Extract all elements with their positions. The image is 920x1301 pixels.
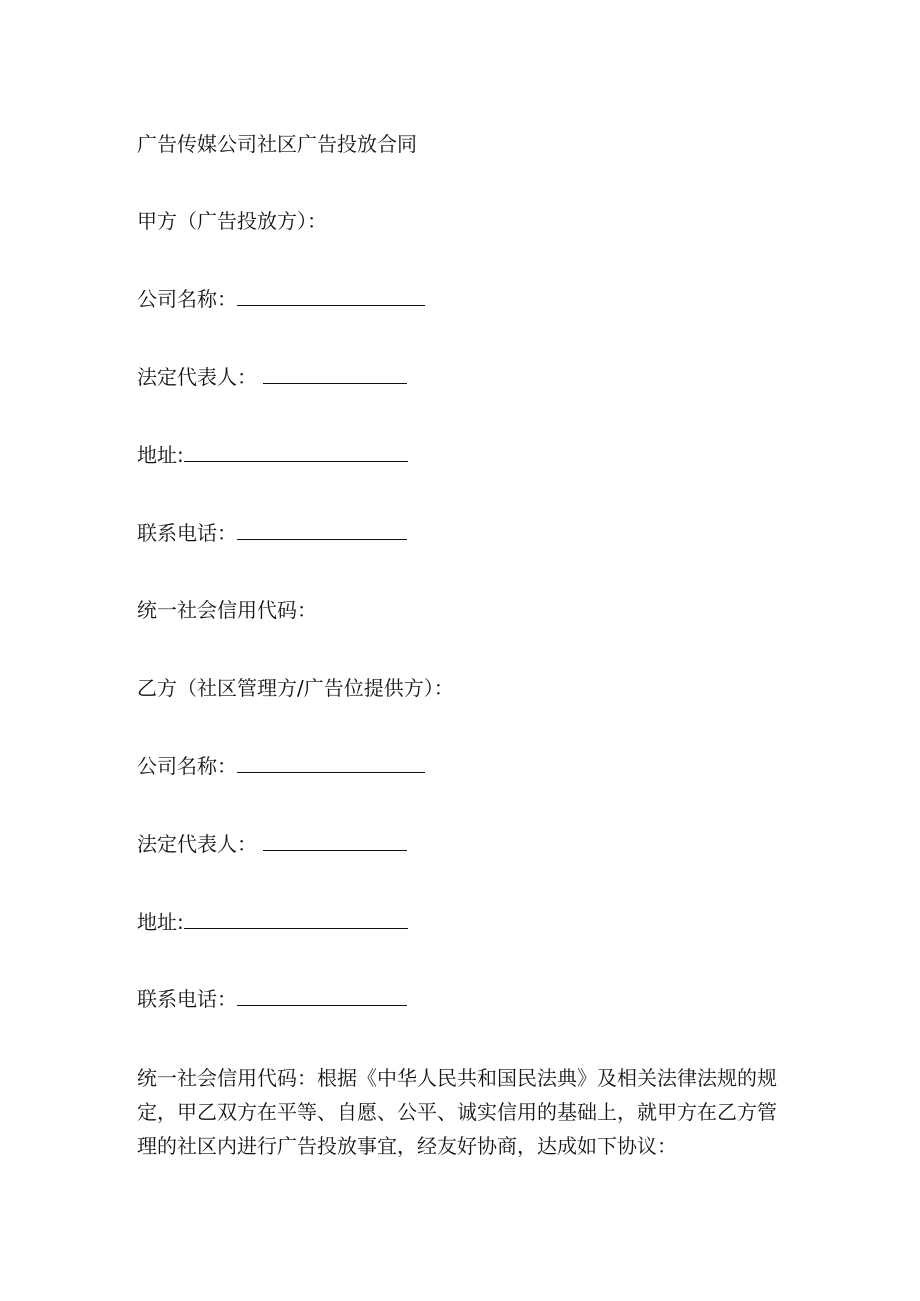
party-a-phone-row (137, 521, 407, 545)
party-b-address-blank[interactable] (184, 910, 408, 929)
party-a-rep-label: 法定代表人： (137, 365, 257, 389)
party-a-phone-blank[interactable] (237, 521, 407, 540)
party-b-company-row (137, 754, 425, 778)
preamble-paragraph (137, 1061, 787, 1163)
document-title: 广告传媒公司社区广告投放合同 (137, 132, 417, 156)
party-b-rep-row (137, 832, 407, 856)
party-a-company-blank[interactable] (237, 287, 425, 306)
preamble-line: 定，甲乙双方在平等、自愿、公平、诚实信用的基础上，就甲方在乙方管 (137, 1100, 777, 1124)
party-b-rep-label: 法定代表人： (137, 832, 257, 856)
preamble-line: 统一社会信用代码：根据《中华人民共和国民法典》及相关法律法规的规 (137, 1066, 777, 1090)
party-a-company-label: 公司名称： (137, 287, 237, 311)
party-b-phone-blank[interactable] (237, 987, 407, 1006)
party-b-heading: 乙方（社区管理方/广告位提供方）： (137, 676, 454, 700)
party-a-address-row (137, 443, 408, 467)
party-a-heading: 甲方（广告投放方）： (137, 209, 327, 233)
party-a-rep-blank[interactable] (263, 365, 407, 384)
party-a-company-row (137, 287, 425, 311)
party-b-company-label: 公司名称： (137, 754, 237, 778)
party-b-address-row (137, 910, 408, 934)
party-a-credit-code: 统一社会信用代码： (137, 598, 317, 622)
party-b-phone-row (137, 987, 407, 1011)
party-b-company-blank[interactable] (237, 754, 425, 773)
party-a-phone-label: 联系电话： (137, 521, 237, 545)
party-b-address-label: 地址: (137, 910, 184, 934)
party-a-address-label: 地址: (137, 443, 184, 467)
preamble-line: 理的社区内进行广告投放事宜，经友好协商，达成如下协议： (137, 1134, 677, 1158)
party-a-rep-row (137, 365, 407, 389)
party-b-rep-blank[interactable] (263, 832, 407, 851)
party-b-phone-label: 联系电话： (137, 987, 237, 1011)
party-a-address-blank[interactable] (184, 443, 408, 462)
